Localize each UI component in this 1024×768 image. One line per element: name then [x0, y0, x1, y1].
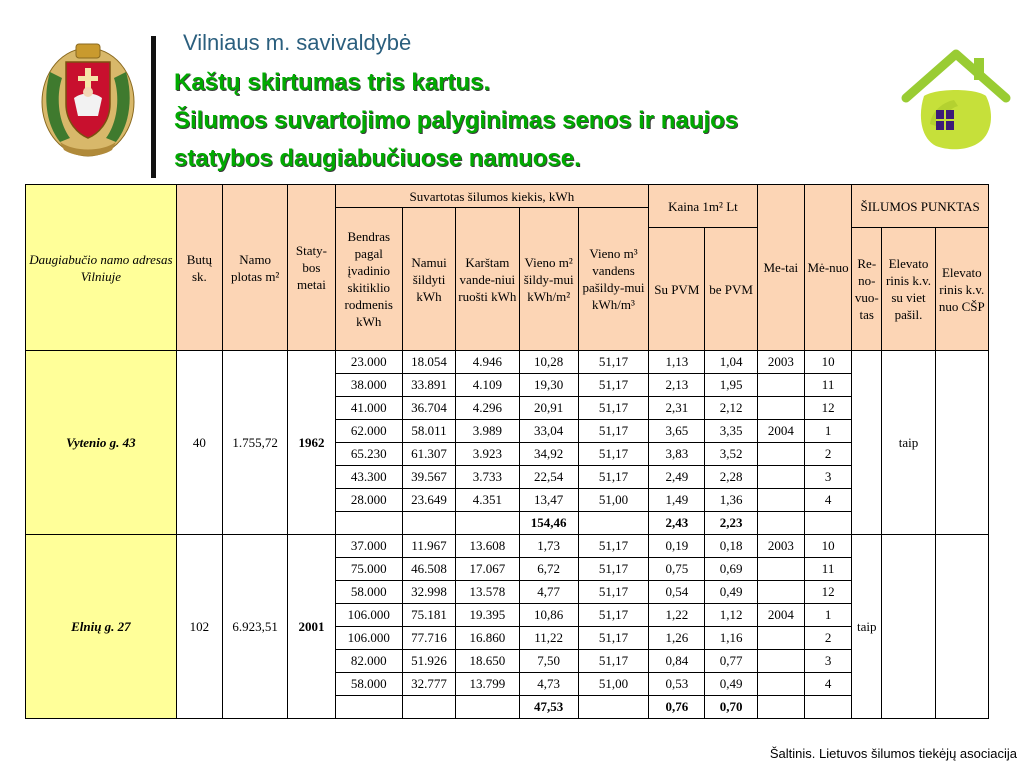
cell-price-no-vat: 2,23 — [705, 512, 757, 535]
cell-price-vat: 1,49 — [649, 489, 705, 512]
cell-price-no-vat: 1,16 — [705, 627, 757, 650]
cell-month: 2 — [804, 443, 851, 466]
col-header-total-kwh: Bendras pagal įvadinio skitiklio rodmenis kWh — [335, 208, 402, 351]
cell-heating: 75.181 — [402, 604, 455, 627]
cell-heating: 18.054 — [402, 351, 455, 374]
slide-title-line-2: Šilumos suvartojimo palyginimas senos ir naujos — [174, 107, 739, 134]
cell-total: 37.000 — [335, 535, 402, 558]
cell-price-vat: 0,84 — [649, 650, 705, 673]
cell-per-m3: 51,17 — [578, 650, 648, 673]
cell-heating: 23.649 — [402, 489, 455, 512]
cell-price-no-vat: 0,69 — [705, 558, 757, 581]
cell-hot-water: 13.799 — [456, 673, 519, 696]
cell-hot-water: 4.351 — [456, 489, 519, 512]
cell-month: 10 — [804, 535, 851, 558]
building-year: 1962 — [288, 351, 335, 535]
cell-per-m2: 4,73 — [519, 673, 578, 696]
cell-year — [757, 558, 804, 581]
cell-year — [757, 374, 804, 397]
building-renovated: taip — [852, 535, 882, 719]
cell-heating: 58.011 — [402, 420, 455, 443]
cell-price-vat: 0,19 — [649, 535, 705, 558]
cell-per-m2: 13,47 — [519, 489, 578, 512]
cell-heating: 32.777 — [402, 673, 455, 696]
cell-total: 106.000 — [335, 604, 402, 627]
cell-heating: 46.508 — [402, 558, 455, 581]
table-row — [26, 535, 989, 558]
col-header-elevator-in-place: Elevato rinis k.v. su viet pašil. — [882, 228, 935, 351]
cell-heating: 61.307 — [402, 443, 455, 466]
col-header-heating-kwh: Namui šildyti kWh — [402, 208, 455, 351]
cell-total: 58.000 — [335, 673, 402, 696]
cell-month — [804, 512, 851, 535]
cell-heating: 39.567 — [402, 466, 455, 489]
building-address: Elnių g. 27 — [26, 535, 177, 719]
cell-year: 2003 — [757, 535, 804, 558]
cell-year — [757, 397, 804, 420]
cell-per-m2: 20,91 — [519, 397, 578, 420]
cell-per-m2: 22,54 — [519, 466, 578, 489]
cell-per-m2: 1,73 — [519, 535, 578, 558]
cell-month: 10 — [804, 351, 851, 374]
cell-month: 1 — [804, 420, 851, 443]
cell-hot-water: 19.395 — [456, 604, 519, 627]
cell-price-vat: 0,76 — [649, 696, 705, 719]
cell-per-m3: 51,17 — [578, 581, 648, 604]
cell-year — [757, 443, 804, 466]
building-address: Vytenio g. 43 — [26, 351, 177, 535]
cell-hot-water: 17.067 — [456, 558, 519, 581]
cell-price-no-vat: 2,12 — [705, 397, 757, 420]
cell-month: 4 — [804, 489, 851, 512]
cell-hot-water: 13.578 — [456, 581, 519, 604]
cell-year: 2004 — [757, 420, 804, 443]
cell-month: 12 — [804, 581, 851, 604]
building-elevator-in-place: taip — [882, 351, 935, 535]
col-header-year: Me-tai — [757, 185, 804, 351]
cell-total: 65.230 — [335, 443, 402, 466]
col-header-build-year: Staty-bos metai — [288, 185, 335, 351]
cell-per-m2: 10,28 — [519, 351, 578, 374]
cell-per-m2: 4,77 — [519, 581, 578, 604]
cell-month: 2 — [804, 627, 851, 650]
cell-year — [757, 581, 804, 604]
cell-price-vat: 2,31 — [649, 397, 705, 420]
cell-hot-water: 4.946 — [456, 351, 519, 374]
house-logo-icon — [896, 44, 1014, 154]
cell-price-vat: 2,49 — [649, 466, 705, 489]
cell-month: 3 — [804, 650, 851, 673]
col-group-substation: ŠILUMOS PUNKTAS — [852, 185, 989, 228]
cell-per-m3: 51,17 — [578, 397, 648, 420]
slide-title-line-1: Kaštų skirtumas tris kartus. — [174, 69, 491, 96]
cell-price-vat: 2,43 — [649, 512, 705, 535]
col-header-price-without-vat: be PVM — [705, 228, 757, 351]
building-flats: 102 — [176, 535, 222, 719]
cell-per-m2: 33,04 — [519, 420, 578, 443]
cell-per-m2: 19,30 — [519, 374, 578, 397]
cell-heating — [402, 512, 455, 535]
cell-hot-water: 13.608 — [456, 535, 519, 558]
col-header-elevator-csp: Elevato rinis k.v. nuo CŠP — [935, 228, 988, 351]
vilnius-coat-of-arms-icon — [40, 42, 136, 160]
col-header-month: Mė-nuo — [804, 185, 851, 351]
building-flats: 40 — [176, 351, 222, 535]
source-note: Šaltinis. Lietuvos šilumos tiekėjų asociacija — [769, 746, 1017, 761]
cell-total: 23.000 — [335, 351, 402, 374]
cell-price-vat: 1,13 — [649, 351, 705, 374]
cell-hot-water: 16.860 — [456, 627, 519, 650]
cell-per-m3: 51,17 — [578, 374, 648, 397]
col-header-area: Namo plotas m² — [223, 185, 288, 351]
col-header-flats: Butų sk. — [176, 185, 222, 351]
cell-hot-water — [456, 696, 519, 719]
cell-per-m3 — [578, 512, 648, 535]
table-row — [26, 351, 989, 374]
cell-total: 28.000 — [335, 489, 402, 512]
cell-total: 41.000 — [335, 397, 402, 420]
cell-per-m2: 34,92 — [519, 443, 578, 466]
cell-heating: 51.926 — [402, 650, 455, 673]
col-header-per-m3: Vieno m³ vandens pašildy-mui kWh/m³ — [578, 208, 648, 351]
cell-price-no-vat: 0,18 — [705, 535, 757, 558]
building-elevator-in-place — [882, 535, 935, 719]
cell-heating: 77.716 — [402, 627, 455, 650]
cell-price-vat: 2,13 — [649, 374, 705, 397]
table-body — [26, 351, 989, 719]
cell-year — [757, 650, 804, 673]
cell-price-no-vat: 0,49 — [705, 581, 757, 604]
cell-price-vat: 0,53 — [649, 673, 705, 696]
cell-price-vat: 3,65 — [649, 420, 705, 443]
cell-per-m2: 154,46 — [519, 512, 578, 535]
cell-hot-water: 3.733 — [456, 466, 519, 489]
cell-year — [757, 512, 804, 535]
cell-per-m2: 6,72 — [519, 558, 578, 581]
cell-total: 62.000 — [335, 420, 402, 443]
cell-per-m3: 51,17 — [578, 627, 648, 650]
cell-per-m3 — [578, 696, 648, 719]
cell-per-m3: 51,17 — [578, 558, 648, 581]
cell-month: 12 — [804, 397, 851, 420]
cell-year — [757, 696, 804, 719]
cell-hot-water: 3.989 — [456, 420, 519, 443]
cell-price-vat: 1,22 — [649, 604, 705, 627]
cell-hot-water: 4.296 — [456, 397, 519, 420]
cell-hot-water: 4.109 — [456, 374, 519, 397]
cell-per-m3: 51,17 — [578, 466, 648, 489]
cell-price-vat: 0,54 — [649, 581, 705, 604]
cell-total — [335, 696, 402, 719]
cell-price-no-vat: 1,12 — [705, 604, 757, 627]
building-area: 6.923,51 — [223, 535, 288, 719]
cell-total: 38.000 — [335, 374, 402, 397]
cell-month: 11 — [804, 374, 851, 397]
cell-heating: 11.967 — [402, 535, 455, 558]
cell-per-m3: 51,00 — [578, 489, 648, 512]
cell-month: 4 — [804, 673, 851, 696]
slide-title-line-3: statybos daugiabučiuose namuose. — [174, 145, 581, 172]
col-group-price: Kaina 1m² Lt — [649, 185, 758, 228]
cell-per-m3: 51,00 — [578, 673, 648, 696]
cell-heating: 33.891 — [402, 374, 455, 397]
cell-hot-water — [456, 512, 519, 535]
cell-per-m2: 10,86 — [519, 604, 578, 627]
cell-price-no-vat: 1,36 — [705, 489, 757, 512]
cell-price-no-vat: 2,28 — [705, 466, 757, 489]
cell-total — [335, 512, 402, 535]
cell-per-m3: 51,17 — [578, 351, 648, 374]
cell-year — [757, 627, 804, 650]
cell-price-no-vat: 3,35 — [705, 420, 757, 443]
building-year: 2001 — [288, 535, 335, 719]
col-header-per-m2: Vieno m² šildy-mui kWh/m² — [519, 208, 578, 351]
cell-total: 75.000 — [335, 558, 402, 581]
cell-per-m3: 51,17 — [578, 535, 648, 558]
building-elevator-csp — [935, 351, 988, 535]
cell-price-no-vat: 3,52 — [705, 443, 757, 466]
cell-month: 1 — [804, 604, 851, 627]
cell-year — [757, 466, 804, 489]
header-divider — [151, 36, 156, 178]
cell-year: 2004 — [757, 604, 804, 627]
cell-month: 3 — [804, 466, 851, 489]
cell-hot-water: 3.923 — [456, 443, 519, 466]
building-area: 1.755,72 — [223, 351, 288, 535]
cell-price-vat: 0,75 — [649, 558, 705, 581]
cell-total: 82.000 — [335, 650, 402, 673]
cell-per-m2: 11,22 — [519, 627, 578, 650]
cell-price-no-vat: 1,95 — [705, 374, 757, 397]
cell-total: 43.300 — [335, 466, 402, 489]
cell-year — [757, 673, 804, 696]
col-group-consumption: Suvartotas šilumos kiekis, kWh — [335, 185, 649, 208]
cell-per-m3: 51,17 — [578, 443, 648, 466]
cell-per-m3: 51,17 — [578, 420, 648, 443]
cell-price-no-vat: 1,04 — [705, 351, 757, 374]
cell-month: 11 — [804, 558, 851, 581]
cell-heating — [402, 696, 455, 719]
cell-price-vat: 3,83 — [649, 443, 705, 466]
cell-price-no-vat: 0,77 — [705, 650, 757, 673]
col-header-hot-water-kwh: Karštam vande-niui ruošti kWh — [456, 208, 519, 351]
cell-heating: 32.998 — [402, 581, 455, 604]
building-elevator-csp — [935, 535, 988, 719]
col-header-address: Daugiabučio namo adresas Vilniuje — [26, 185, 177, 351]
cell-total: 106.000 — [335, 627, 402, 650]
cell-total: 58.000 — [335, 581, 402, 604]
building-renovated — [852, 351, 882, 535]
cell-price-no-vat: 0,70 — [705, 696, 757, 719]
cell-price-no-vat: 0,49 — [705, 673, 757, 696]
cell-price-vat: 1,26 — [649, 627, 705, 650]
cell-per-m2: 47,53 — [519, 696, 578, 719]
col-header-price-with-vat: Su PVM — [649, 228, 705, 351]
cell-month — [804, 696, 851, 719]
cell-heating: 36.704 — [402, 397, 455, 420]
cell-year: 2003 — [757, 351, 804, 374]
cell-per-m2: 7,50 — [519, 650, 578, 673]
col-header-renovated: Re-no-vuo-tas — [852, 228, 882, 351]
cell-hot-water: 18.650 — [456, 650, 519, 673]
organization-name: Vilniaus m. savivaldybė — [183, 30, 412, 55]
cell-per-m3: 51,17 — [578, 604, 648, 627]
cell-year — [757, 489, 804, 512]
heat-consumption-table — [25, 184, 989, 719]
